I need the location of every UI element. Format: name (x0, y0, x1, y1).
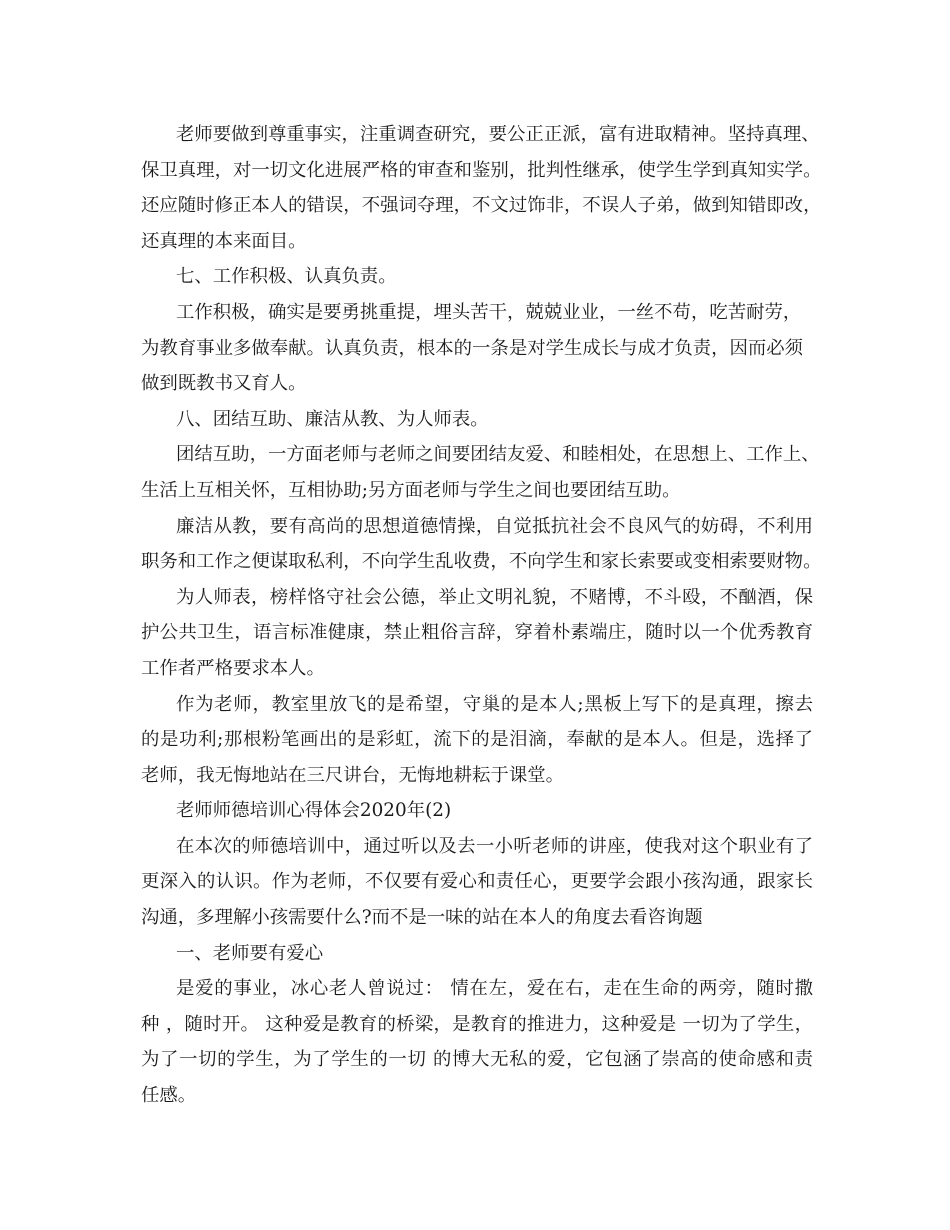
text-line: 护公共卫生，语言标准健康，禁止粗俗言辞，穿着朴素端庄，随时以一个优秀教育 (141, 622, 813, 644)
text-line: 为教育事业多做奉献。认真负责，根本的一条是对学生成长与成才负责，因而必须 (141, 337, 804, 359)
text-line: 团结互助，一方面老师与老师之间要团结友爱、和睦相处，在思想上、工作上、 (176, 444, 820, 466)
text-line: 老师，我无悔地站在三尺讲台，无悔地耕耘于课堂。 (141, 764, 564, 786)
text-line: 工作积极，确实是要勇挑重提，埋头苦干，兢兢业业，一丝不苟，吃苦耐劳， (176, 301, 802, 323)
text-line: 还应随时修正本人的错误，不强词夺理，不文过饰非，不误人子弟，做到知错即改， (141, 195, 822, 217)
text-line: 保卫真理，对一切文化进展严格的审查和鉴别，批判性继承，使学生学到真知实学。 (141, 159, 822, 181)
text-line: 的是功利;那根粉笔画出的是彩虹，流下的是泪滴，奉献的是本人。但是，选择了 (141, 729, 813, 751)
text-line: 廉洁从教，要有高尚的思想道德情操，自觉抵抗社会不良风气的妨碍，不利用 (176, 515, 813, 537)
text-line: 沟通，多理解小孩需要什么?而不是一味的站在本人的角度去看咨询题 (141, 907, 703, 929)
text-line: 工作者严格要求本人。 (141, 657, 325, 679)
text-line: 一、老师要有爱心 (176, 942, 324, 964)
text-line: 种 ，随时开。 这种爱是教育的桥梁，是教育的推进力，这种爱是 一切为了学生， (141, 1013, 813, 1035)
text-line: 是爱的事业，冰心老人曾说过： 情在左，爱在右，走在生命的两旁，随时撒 (176, 978, 813, 1000)
text-line: 老师师德培训心得体会2020年(2) (176, 800, 452, 822)
text-line: 任感。 (141, 1085, 197, 1107)
text-line: 八、团结互助、廉洁从教、为人师表。 (176, 408, 489, 430)
text-line: 老师要做到尊重事实，注重调查研究，要公正正派，富有进取精神。坚持真理、 (176, 124, 820, 145)
text-line: 为了一切的学生，为了学生的一切 的博大无私的爱，它包涵了崇高的使命感和责 (141, 1049, 813, 1071)
text-line: 作为老师，教室里放飞的是希望，守巢的是本人;黑板上写下的是真理，擦去 (176, 693, 813, 715)
document-body (141, 117, 822, 1114)
text-line: 更深入的认识。作为老师，不仅要有爱心和责任心，更要学会跟小孩沟通，跟家长 (141, 871, 813, 893)
text-line: 职务和工作之便谋取私利，不向学生乱收费，不向学生和家长索要或变相索要财物。 (141, 551, 822, 573)
text-line: 七、工作积极、认真负责。 (176, 266, 397, 288)
text-line: 还真理的本来面目。 (141, 230, 307, 252)
text-line: 在本次的师德培训中，通过听以及去一小听老师的讲座，使我对这个职业有了 (176, 835, 813, 857)
text-line: 生活上互相关怀，互相协助;另方面老师与学生之间也要团结互助。 (141, 479, 681, 501)
text-line: 为人师表，榜样恪守社会公德，举止文明礼貌，不赌博，不斗殴，不酗酒，保 (176, 586, 813, 608)
text-line: 做到既教书又育人。 (141, 373, 307, 395)
